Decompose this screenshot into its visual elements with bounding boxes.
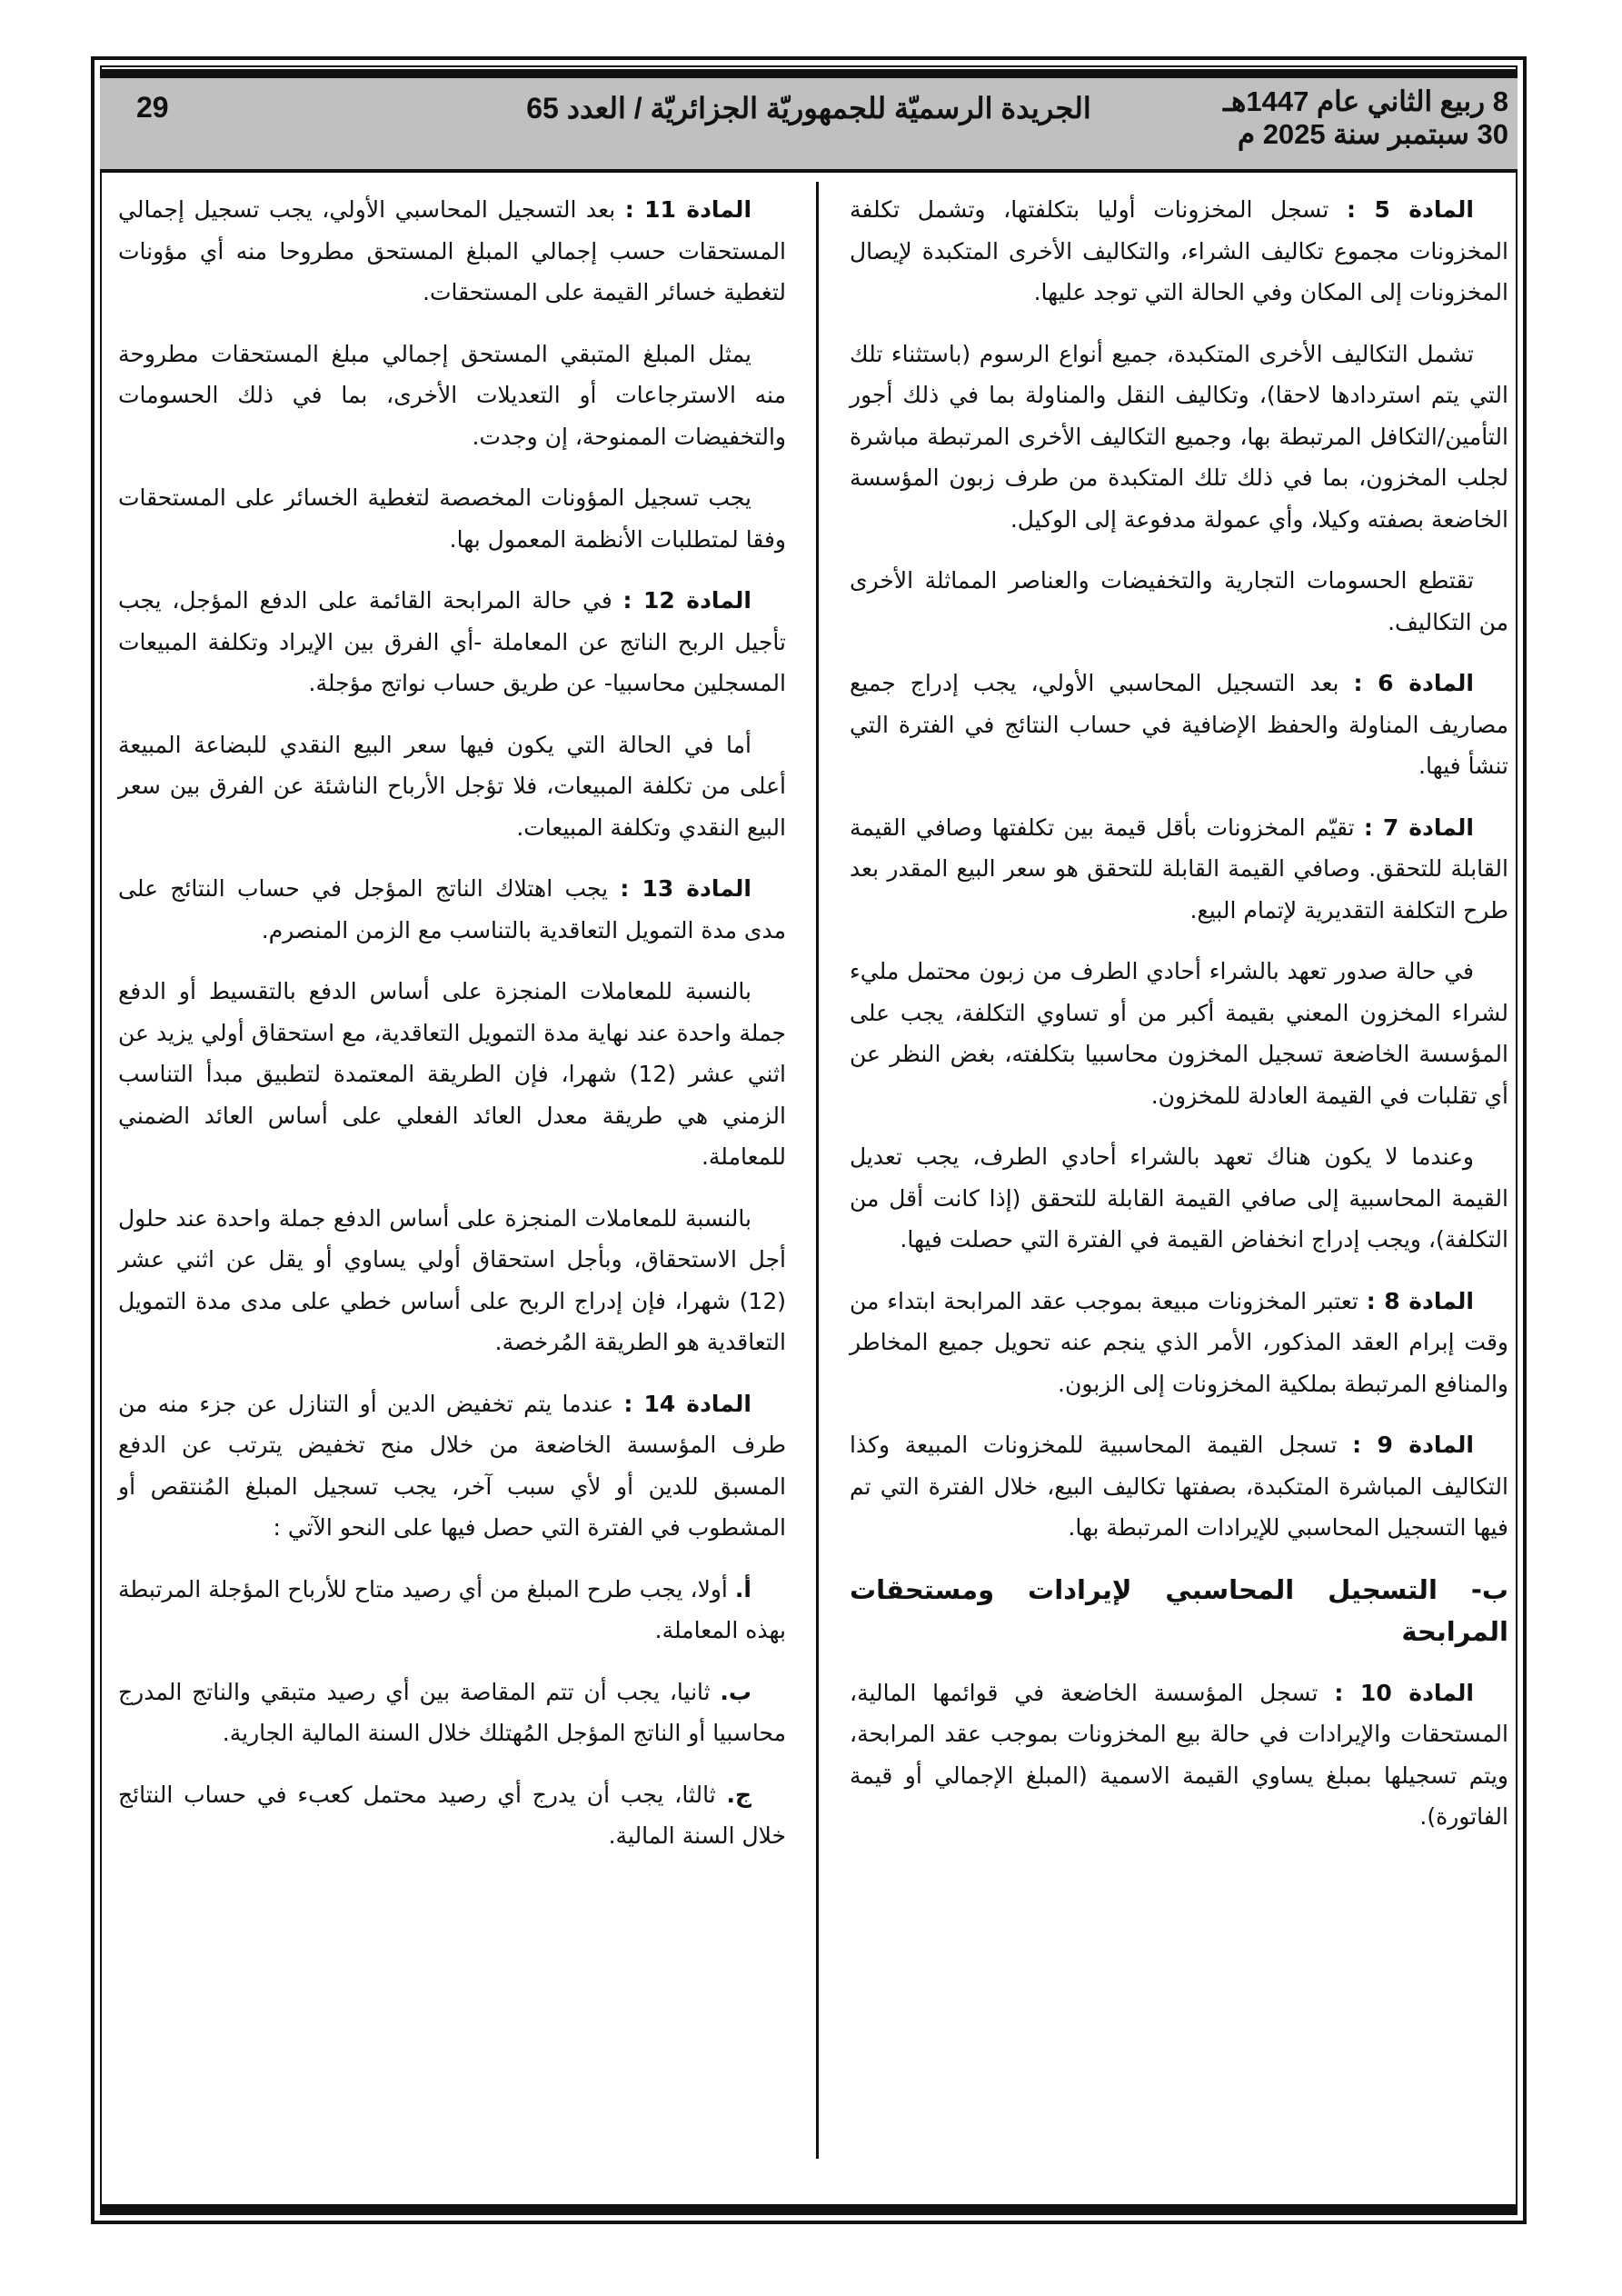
article-paragraph <box>118 1198 786 1363</box>
article-paragraph <box>850 1136 1508 1261</box>
article-paragraph <box>118 971 786 1178</box>
date-hijri: 8 ربيع الثاني عام 1447هـ <box>1222 85 1508 117</box>
article-text: يجب تسجيل المؤونات المخصصة لتغطية الخسائر على المستحقات وفقا لمتطلبات الأنظمة المعمول بها. <box>118 484 786 553</box>
article-lead: المادة 13 : <box>620 875 751 902</box>
article-lead: المادة 7 : <box>1363 814 1474 841</box>
article-text: أما في الحالة التي يكون فيها سعر البيع النقدي للبضاعة المبيعة أعلى من تكلفة المبيعات، فلا تؤجل الأرباح الناشئة عن الفرق بين سعر البيع النقدي وتكلفة المبيعات. <box>118 731 786 841</box>
article-text: يمثل المبلغ المتبقي المستحق إجمالي مبلغ المستحقات مطروحة منه الاسترجاعات أو التعديلات الأخرى، بما في ذلك الحسومات والتخفيضات الممنوحة، إن وجدت. <box>118 340 786 450</box>
article-text: بالنسبة للمعاملات المنجزة على أساس الدفع بالتقسيط أو الدفع جملة واحدة عند نهاية مدة التمويل التعاقدية، مع استحقاق أولي يزيد عن اثني عشر (12) شهرا، فإن الطريقة المعتمدة لتطبيق مبدأ التناسب الزمني هي طريقة معدل العائد الفعلي على أساس العائد الضمني للمعاملة. <box>118 978 786 1170</box>
article-paragraph <box>118 1569 786 1652</box>
article-text: بعد التسجيل المحاسبي الأولي، يجب إدراج جميع مصاريف المناولة والحفظ الإضافية في حساب النتائج في الفترة التي تنشأ فيها. <box>850 670 1508 779</box>
section-heading: ب- التسجيل المحاسبي لإيرادات ومستحقات المرابحة <box>850 1573 1508 1647</box>
article-paragraph <box>118 1774 786 1857</box>
article-text: تسجل المؤسسة الخاضعة في قوائمها المالية، المستحقات والإيرادات في حالة بيع المخزونات بموجب عقد المرابحة، ويتم تسجيلها بمبلغ يساوي القيمة الاسمية (المبلغ الإجمالي أو قيمة الفاتورة). <box>850 1679 1508 1830</box>
article-text: تشمل التكاليف الأخرى المتكبدة، جميع أنواع الرسوم (باستثناء تلك التي يتم استردادها لاحقا)، وتكاليف النقل والمناولة بما في ذلك أجور التأمين/التكافل المرتبطة بها، وجميع التكاليف الأخرى المرتبطة مباشرة لجلب المخزون، بما في ذلك تلك المتكبدة من طرف زبون المؤسسة الخاضعة بصفته وكيلا، وأي عمولة مدفوعة إلى الوكيل. <box>850 340 1508 533</box>
article-paragraph <box>118 868 786 951</box>
article-lead: المادة 9 : <box>1352 1432 1474 1458</box>
frame-bottom-bar <box>100 2204 1518 2215</box>
article-paragraph <box>850 1672 1508 1838</box>
article-lead: المادة 12 : <box>622 587 751 614</box>
article-paragraph <box>850 663 1508 787</box>
article-text: يجب اهتلاك الناتج المؤجل في حساب النتائج على مدى مدة التمويل التعاقدية بالتناسب مع الزمن المنصرم. <box>118 875 786 943</box>
article-paragraph <box>850 951 1508 1116</box>
article-paragraph <box>850 807 1508 932</box>
article-lead: المادة 8 : <box>1366 1287 1474 1314</box>
article-text: بالنسبة للمعاملات المنجزة على أساس الدفع جملة واحدة عند حلول أجل الاستحقاق، وبأجل استحقاق أولي يساوي أو يقل عن اثني عشر (12) شهرا، فإن إدراج الربح على أساس خطي على مدى مدة التمويل التعاقدية هو الطريقة المُرخصة. <box>118 1204 786 1355</box>
article-paragraph <box>118 1383 786 1549</box>
article-paragraph <box>118 189 786 314</box>
article-text: تعتبر المخزونات مبيعة بموجب عقد المرابحة ابتداء من وقت إبرام العقد المذكور، الأمر الذي ينجم عنه تحويل جميع المخاطر والمنافع المرتبطة بملكية المخزونات إلى الزبون. <box>850 1287 1508 1397</box>
article-text: بعد التسجيل المحاسبي الأولي، يجب تسجيل إجمالي المستحقات حسب إجمالي المبلغ المستحق مطروحا منه أي مؤونات لتغطية خسائر القيمة على المستحقات. <box>118 196 786 305</box>
article-paragraph <box>118 724 786 849</box>
article-paragraph <box>850 334 1508 541</box>
date-gregorian: 30 سبتمبر سنة 2025 م <box>1237 118 1508 150</box>
gazette-header <box>100 69 1518 173</box>
article-lead: ب. <box>720 1678 751 1705</box>
article-paragraph <box>118 477 786 560</box>
article-lead: المادة 5 : <box>1347 196 1474 223</box>
article-paragraph <box>850 189 1508 314</box>
article-text: في حالة المرابحة القائمة على الدفع المؤجل، يجب تأجيل الربح الناتج عن المعاملة -أي الفرق بين الإيراد وتكلفة المبيعات المسجلين محاسبيا- عن طريق حساب نواتج مؤجلة. <box>118 587 786 696</box>
page-number: 29 <box>136 91 169 124</box>
article-text: في حالة صدور تعهد بالشراء أحادي الطرف من زبون محتمل مليء لشراء المخزون المعني بقيمة أكبر من أو تساوي التكلفة، يجب على المؤسسة الخاضعة تسجيل المخزون محاسبيا بتكلفته، بغض النظر عن أي تقلبات في القيمة العادلة للمخزون. <box>850 958 1508 1109</box>
article-text: أولا، يجب طرح المبلغ من أي رصيد متاح للأرباح المؤجلة المرتبطة بهذه المعاملة. <box>118 1575 786 1643</box>
article-lead: أ. <box>734 1575 751 1602</box>
gazette-title: الجريدة الرسميّة للجمهوريّة الجزائريّة / العدد 65 <box>526 92 1091 125</box>
column-divider <box>816 182 819 2159</box>
right-column <box>850 189 1508 1858</box>
article-text: ثالثا، يجب أن يدرج أي رصيد محتمل كعبء في حساب النتائج خلال السنة المالية. <box>118 1781 786 1849</box>
article-text: تقتطع الحسومات التجارية والتخفيضات والعناصر المماثلة الأخرى من التكاليف. <box>850 567 1508 635</box>
article-text: ثانيا، يجب أن تتم المقاصة بين أي رصيد متبقي والناتج المدرج محاسبيا أو الناتج المؤجل المُهتلك خلال السنة المالية الجارية. <box>118 1678 786 1746</box>
article-text: عندما يتم تخفيض الدين أو التنازل عن جزء منه من طرف المؤسسة الخاضعة من خلال منح تخفيض يترتب عن الدفع المسبق للدين أو لأي سبب آخر، يجب تسجيل المبلغ المُنتقص أو المشطوب في الفترة التي حصل فيها على النحو الآتي : <box>118 1390 786 1541</box>
article-paragraph <box>118 334 786 458</box>
article-text: تقيّم المخزونات بأقل قيمة بين تكلفتها وصافي القيمة القابلة للتحقق. وصافي القيمة القابلة للتحقق هو سعر البيع المقدر بعد طرح التكلفة التقديرية لإتمام البيع. <box>850 814 1508 923</box>
article-paragraph <box>118 1672 786 1754</box>
article-lead: المادة 6 : <box>1353 670 1474 696</box>
article-text: تسجل القيمة المحاسبية للمخزونات المبيعة وكذا التكاليف المباشرة المتكبدة، بصفتها تكاليف البيع، خلال الفترة التي تم فيها التسجيل المحاسبي للإيرادات المرتبطة بها. <box>850 1432 1508 1541</box>
article-paragraph <box>118 580 786 704</box>
article-paragraph <box>850 560 1508 643</box>
article-paragraph <box>850 1424 1508 1549</box>
article-text: وعندما لا يكون هناك تعهد بالشراء أحادي الطرف، يجب تعديل القيمة المحاسبية إلى صافي القيمة القابلة للتحقق (إذا كانت أقل من التكلفة)، ويجب إدراج انخفاض القيمة في الفترة التي حصلت فيها. <box>850 1143 1508 1253</box>
article-paragraph <box>850 1281 1508 1405</box>
article-lead: المادة 11 : <box>624 196 752 223</box>
article-lead: المادة 10 : <box>1334 1679 1474 1706</box>
article-text: تسجل المخزونات أوليا بتكلفتها، وتشمل تكلفة المخزونات مجموع تكاليف الشراء، والتكاليف الأخرى المتكبدة لإيصال المخزونات إلى المكان وفي الحالة التي توجد عليها. <box>850 196 1508 305</box>
article-lead: المادة 14 : <box>623 1390 751 1417</box>
article-lead: ج. <box>726 1781 751 1808</box>
left-column <box>118 189 786 1877</box>
